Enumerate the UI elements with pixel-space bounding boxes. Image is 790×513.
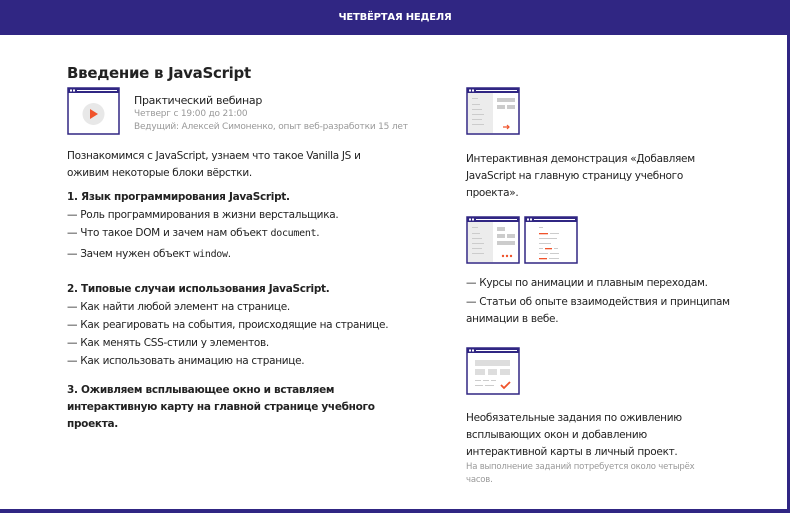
- list-item: — Курсы по анимации и плавным переходам.: [466, 277, 708, 289]
- week-header: ЧЕТВЁРТАЯ НЕДЕЛЯ: [0, 0, 790, 35]
- interactive-demo-icon: [466, 87, 520, 135]
- optional-tasks-icon: [466, 347, 520, 395]
- code-window: window: [193, 249, 228, 260]
- lesson-intro: Познакомимся с JavaScript, узнаем что такое Vanilla JS и оживим некоторые блоки вёрстки.: [67, 150, 361, 179]
- lesson-title: Введение в JavaScript: [67, 64, 251, 82]
- webinar-host: Ведущий: Алексей Симоненко, опыт веб-разработки 15 лет: [134, 122, 408, 132]
- section-title: 3. Оживляем всплывающее окно и вставляем интерактивную карту на главной странице учебного проекта.: [67, 384, 375, 430]
- list-item: — Статьи об опыте взаимодействия и принципам анимации в вебе.: [466, 296, 730, 325]
- list-item: — Что такое DOM и зачем нам объект document.: [67, 227, 320, 239]
- list-item: — Как менять CSS-стили у элементов.: [67, 337, 269, 349]
- list-item: — Как найти любой элемент на странице.: [67, 301, 290, 313]
- list-item: — Как использовать анимацию на странице.: [67, 355, 305, 367]
- courses-articles-list: [466, 275, 736, 328]
- frame-border-bottom: [0, 509, 790, 513]
- list-item: — Как реагировать на события, происходящие на странице.: [67, 319, 389, 331]
- optional-tasks-text: Необязательные задания по оживлению всплывающих окон и добавлению интерактивной карты в личный проект.: [466, 412, 682, 458]
- section-title: 1. Язык программирования JavaScript.: [67, 191, 290, 203]
- interactive-demo-text: Интерактивная демонстрация «Добавляем JavaScript на главную страницу учебного проекта».: [466, 153, 695, 199]
- code-document: document: [270, 228, 317, 239]
- list-item: — Роль программирования в жизни верстальщика.: [67, 209, 339, 221]
- section-title: 2. Типовые случаи использования JavaScript.: [67, 283, 330, 295]
- list-item: — Зачем нужен объект window.: [67, 248, 231, 260]
- lesson-sections: [67, 188, 427, 433]
- optional-tasks-note: На выполнение заданий потребуется около четырёх часов.: [466, 462, 695, 485]
- webinar-title: Практический вебинар: [134, 94, 263, 107]
- webinar-time: Четверг с 19:00 до 21:00: [134, 109, 248, 119]
- courses-articles-icon: [466, 216, 579, 264]
- video-play-icon: [67, 87, 120, 135]
